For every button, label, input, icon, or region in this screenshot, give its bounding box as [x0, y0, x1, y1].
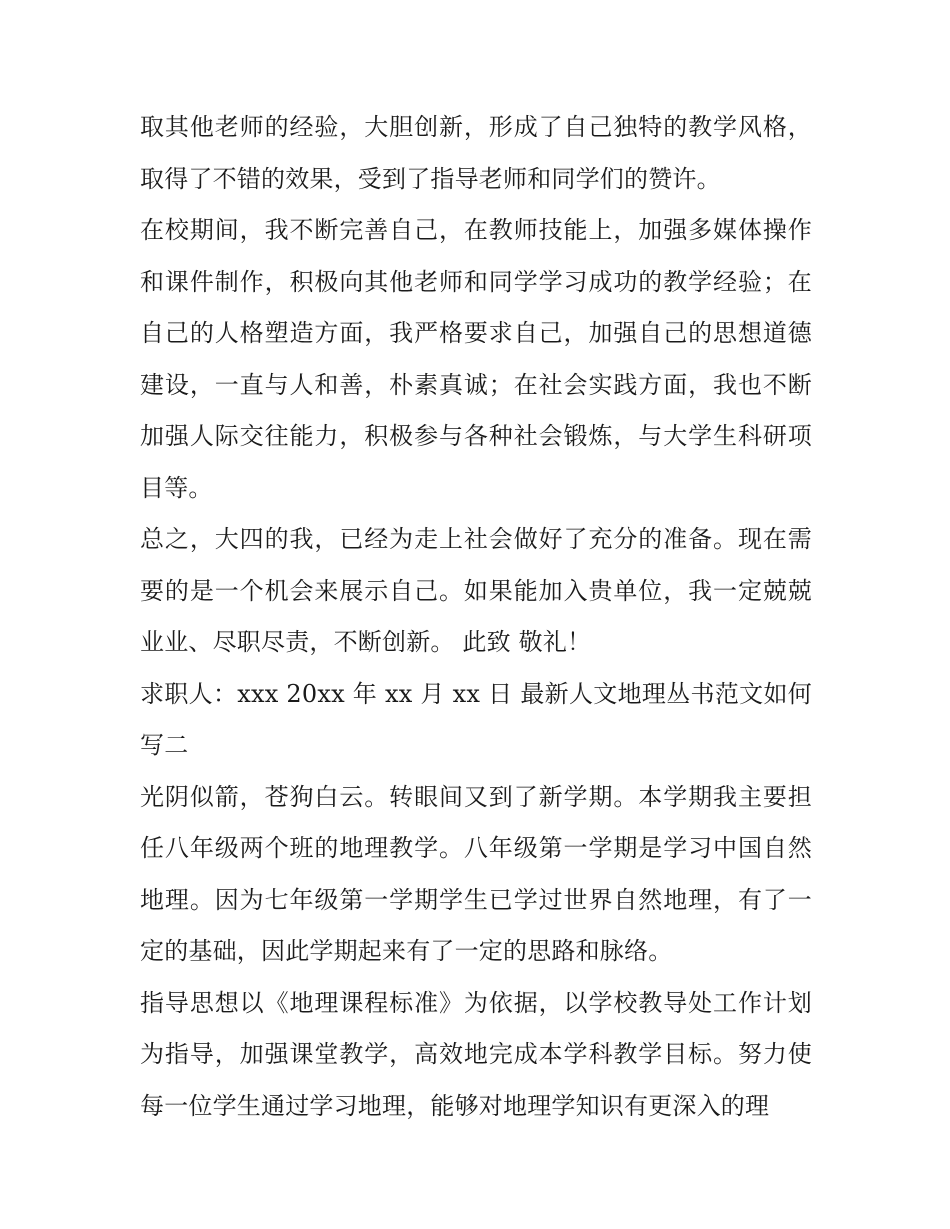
paragraph: 取其他老师的经验，大胆创新，形成了自己独特的教学风格，取得了不错的效果，受到了指导老师和同学们的赞许。	[140, 113, 812, 193]
paragraph: 光阴似箭，苍狗白云。转眼间又到了新学期。本学期我主要担任八年级两个班的地理教学。八年级第一学期是学习中国自然地理。因为七年级第一学期学生已学过世界自然地理，有了一定的基础，因此学期起来有了一定的思路和脉络。	[140, 782, 812, 965]
paragraph: 指导思想以《地理课程标准》为依据，以学校教导处工作计划为指导，加强课堂教学，高效地完成本学科教学目标。努力使每一位学生通过学习地理，能够对地理学知识有更深入的理	[140, 988, 812, 1120]
paragraph: 在校期间，我不断完善自己，在教师技能上，加强多媒体操作和课件制作，积极向其他老师和同学学习成功的教学经验；在自己的人格塑造方面，我严格要求自己，加强自己的思想道德建设，一直与人和善，朴素真诚；在社会实践方面，我也不断加强人际交往能力，积极参与各种社会锻炼，与大学生科研项目等。	[140, 216, 812, 502]
paragraph: 求职人：xxx 20xx 年 xx 月 xx 日 最新人文地理丛书范文如何写二	[140, 679, 812, 759]
document-body	[140, 102, 812, 1132]
paragraph: 总之，大四的我，已经为走上社会做好了充分的准备。现在需要的是一个机会来展示自己。如果能加入贵单位，我一定兢兢业业、尽职尽责，不断创新。 此致 敬礼！	[140, 525, 812, 656]
